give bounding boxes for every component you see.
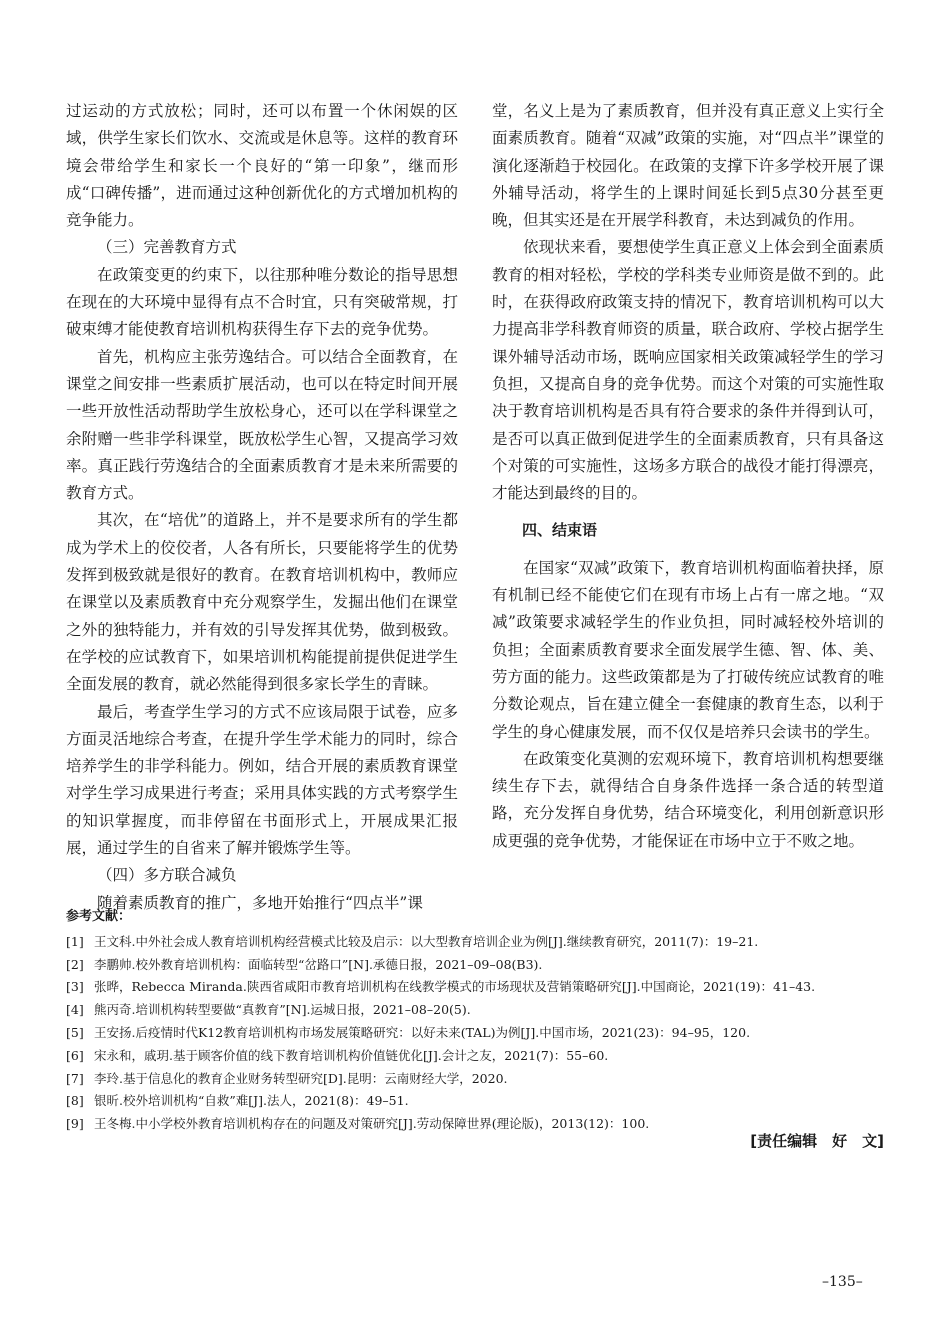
references	[66, 906, 886, 1136]
paragraph: 依现状来看，要想使学生真正意义上体会到全面素质教育的相对轻松，学校的学科类专业师资是做不到的。此时，在获得政府政策支持的情况下，教育培训机构可以大力提高非学科教育师资的质量，联合政府、学校占据学生课外辅导活动市场，既响应国家相关政策减轻学生的学习负担，又提高自身的竞争优势。而这个对策的可实施性取决于教育培训机构是否具有符合要求的条件并得到认可，是否可以真正做到促进学生的全面素质教育，只有具备这个对策的可实施性，这场多方联合的战役才能打得漂亮，才能达到最终的目的。	[492, 238, 884, 503]
reference-item	[66, 1090, 886, 1113]
paragraph: 最后，考查学生学习的方式不应该局限于试卷，应多方面灵活地综合考查，在提升学生学术能力的同时，综合培养学生的非学科能力。例如，结合开展的素质教育课堂对学生学习成果进行考查；采用具体实践的方式考察学生的知识掌握度，而非停留在书面形式上，开展成果汇报展，通过学生的自省来了解并锻炼学生等。	[66, 702, 458, 858]
reference-text: 王冬梅.中小学校外教育培训机构存在的问题及对策研究[J].劳动保障世界(理论版)，2013(12)：100.	[94, 1116, 650, 1132]
reference-text: 李玲.基于信息化的教育企业财务转型研究[D].昆明：云南财经大学，2020.	[94, 1070, 508, 1086]
paragraph: 在政策变更的约束下，以往那种唯分数论的指导思想在现在的大环境中显得有点不合时宜，只有突破常规，打破束缚才能使教育培训机构获得生存下去的竞争优势。	[66, 265, 458, 339]
reference-number: [8]	[66, 1093, 84, 1109]
subsection-heading: （三）完善教育方式	[97, 238, 237, 257]
subsection-heading: （四）多方联合减负	[97, 866, 237, 885]
reference-item	[66, 976, 886, 999]
reference-text: 宋永和，戚玥.基于顾客价值的线下教育培训机构价值链优化[J].会计之友，2021(7)：55–60.	[94, 1047, 609, 1063]
paragraph: 首先，机构应主张劳逸结合。可以结合全面教育，在课堂之间安排一些素质扩展活动，也可以在特定时间开展一些开放性活动帮助学生放松身心，还可以在学科课堂之余附赠一些非学科课堂，既放松学生心智，又提高学习效率。真正践行劳逸结合的全面素质教育才是未来所需要的教育方式。	[66, 347, 458, 503]
reference-item	[66, 1045, 886, 1068]
paragraph: 在国家“双减”政策下，教育培训机构面临着抉择，原有机制已经不能使它们在现有市场上占有一席之地。“双减”政策要求减轻学生的作业负担，同时减轻校外培训的负担；全面素质教育要求全面发展学生德、智、体、美、劳方面的能力。这些政策都是为了打破传统应试教育的唯分数论观点，旨在建立健全一套健康的教育生态，以利于学生的身心健康发展，而不仅仅是培养只会读书的学生。	[492, 558, 884, 741]
page-number: –135–	[822, 1274, 863, 1290]
left-column	[66, 98, 458, 917]
paragraph: 堂，名义上是为了素质教育，但并没有真正意义上实行全面素质教育。随着“双减”政策的实施，对“四点半”课堂的演化逐渐趋于校园化。在政策的支撑下许多学校开展了课外辅导活动，将学生的上课时间延长到5点30分甚至更晚，但其实还是在开展学科教育，未达到减负的作用。	[492, 102, 884, 230]
right-column	[492, 98, 884, 855]
reference-number: [6]	[66, 1047, 84, 1063]
reference-item	[66, 954, 886, 977]
reference-text: 王文科.中外社会成人教育培训机构经营模式比较及启示：以大型教育培训企业为例[J].继续教育研究，2011(7)：19–21.	[94, 933, 759, 949]
reference-number: [4]	[66, 1002, 84, 1018]
reference-number: [2]	[66, 956, 84, 972]
reference-text: 银昕.校外培训机构“自救”难[J].法人，2021(8)：49–51.	[94, 1093, 409, 1109]
paragraph: 在政策变化莫测的宏观环境下，教育培训机构想要继续生存下去，就得结合自身条件选择一条合适的转型道路，充分发挥自身优势，结合环境变化，利用创新意识形成更强的竞争优势，才能保证在市场中立于不败之地。	[492, 749, 884, 850]
reference-item	[66, 931, 886, 954]
reference-number: [5]	[66, 1024, 84, 1040]
reference-text: 李鹏帅.校外教育培训机构：面临转型“岔路口”[N].承德日报，2021–09–08(B3).	[94, 956, 543, 972]
reference-number: [9]	[66, 1116, 84, 1132]
reference-item	[66, 999, 886, 1022]
reference-text: 张晔，Rebecca Miranda.陕西省咸阳市教育培训机构在线教学模式的市场现状及营销策略研究[J].中国商论，2021(19)：41–43.	[94, 979, 816, 995]
reference-number: [3]	[66, 979, 84, 995]
reference-text: 熊丙奇.培训机构转型要做“真教育”[N].运城日报，2021–08–20(5).	[94, 1002, 471, 1018]
paragraph: 其次，在“培优”的道路上，并不是要求所有的学生都成为学术上的佼佼者，人各有所长，只要能将学生的优势发挥到极致就是很好的教育。在教育培训机构中，教师应在课堂以及素质教育中充分观察学生，发掘出他们在课堂之外的独特能力，并有效的引导发挥其优势，做到极致。在学校的应试教育下，如果培训机构能提前提供促进学生全面发展的教育，就必然能得到很多家长学生的青睐。	[66, 511, 458, 694]
reference-number: [1]	[66, 933, 84, 949]
responsible-editor: [责任编辑 好 文]	[750, 1132, 884, 1150]
paragraph: 随着素质教育的推广，多地开始推行“四点半”课	[97, 893, 423, 912]
reference-item	[66, 1068, 886, 1091]
reference-number: [7]	[66, 1070, 84, 1086]
paragraph: 过运动的方式放松；同时，还可以布置一个休闲娱的区域，供学生家长们饮水、交流或是休息等。这样的教育环境会带给学生和家长一个良好的“第一印象”，继而形成“口碑传播”，进而通过这种创新优化的方式增加机构的竞争能力。	[66, 102, 458, 230]
section-heading: 四、结束语	[522, 521, 598, 540]
reference-text: 王安扬.后疫情时代K12教育培训机构市场发展策略研究：以好未来(TAL)为例[J].中国市场，2021(23)：94–95，120.	[94, 1024, 751, 1040]
reference-item	[66, 1022, 886, 1045]
references-title: 参考文献：	[66, 909, 132, 924]
